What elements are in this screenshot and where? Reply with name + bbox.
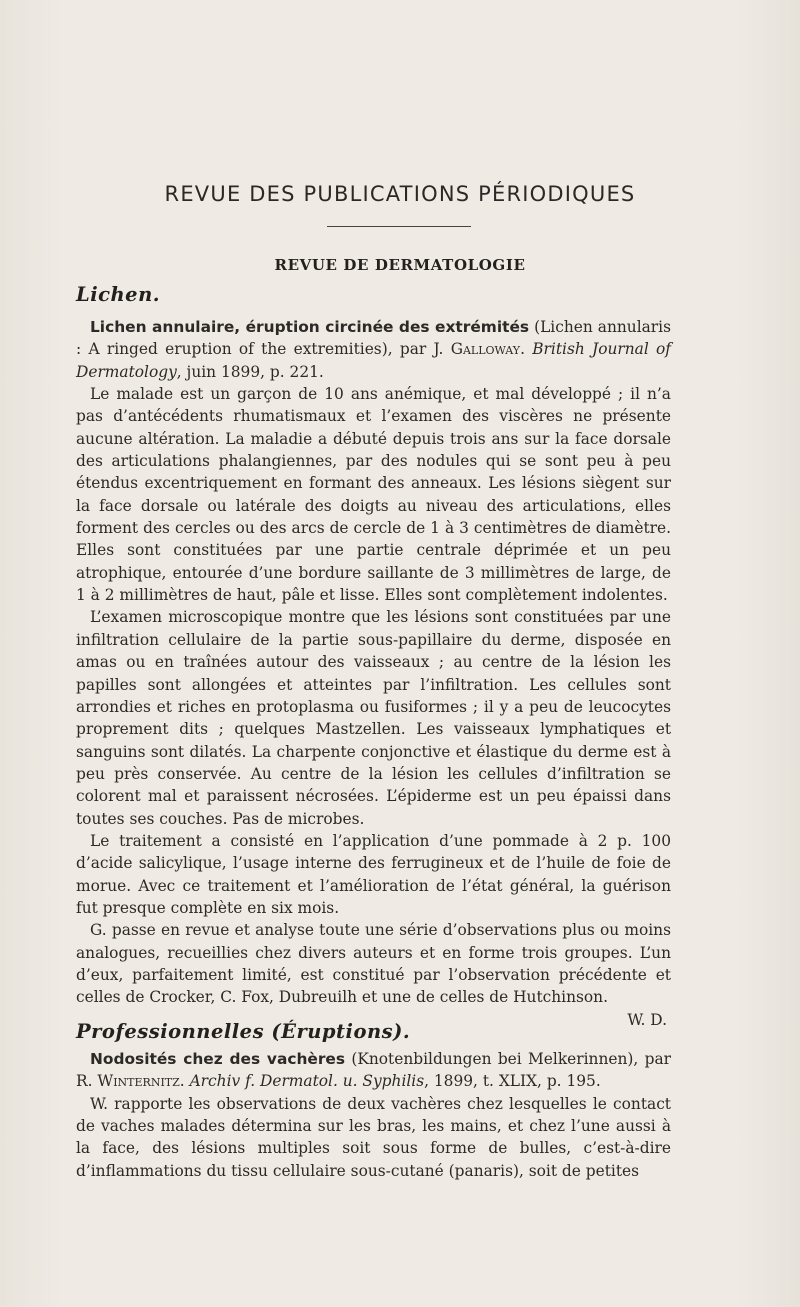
article-vacheres xyxy=(76,1048,671,1182)
article-lichen xyxy=(76,316,671,1031)
article-title: Lichen annulaire, éruption circinée des extrémités xyxy=(90,318,530,336)
article-journal: Archiv f. Dermatol. u. Syphilis xyxy=(189,1072,425,1091)
article-heading xyxy=(76,316,671,383)
paragraph: Le malade est un garçon de 10 ans anémique, et mal développé ; il n’a pas d’antécédents rhumatismaux et l’examen des viscères ne présente aucune altération. La maladie a débuté depuis trois ans sur la face dorsale des articulations phalangiennes, par des nodules qui se sont peu à peu étendus excentriquement en formant des anneaux. Les lésions siègent sur la face dorsale ou latérale des doigts au niveau des articulations, elles forment des cercles ou des arcs de cercle de 1 à 3 centimètres de diamètre. Elles sont constituées par une partie centrale déprimée et un peu atrophique, entourée d’une bordure saillante de 3 millimètres de large, de 1 à 2 millimètres de haut, pâle et lisse. Elles sont complètement indolentes. xyxy=(76,385,671,605)
article-original-title: (Lichen annularis : A ringed eruption of the extremities), par J. xyxy=(76,318,671,359)
article-author: Galloway xyxy=(450,340,521,359)
article-ref-details: , juin 1899, p. 221. xyxy=(176,362,324,381)
section-heading: REVUE DE DERMATOLOGIE xyxy=(274,256,526,274)
article-ref-details: , 1899, t. XLIX, p. 195. xyxy=(424,1072,601,1091)
paragraph: Le traitement a consisté en l’application d’une pommade à 2 p. 100 d’acide salicylique, l’usage interne des ferrugineux et de l’huile de foie de morue. Avec ce traitement et l’amélioration de l’état général, la guérison fut presque complète en six mois. xyxy=(76,831,671,917)
category-heading-professionnelles: Professionnelles (Éruptions). xyxy=(76,1020,411,1043)
article-title: Nodosités chez des vachères xyxy=(90,1050,346,1068)
ref-separator: . xyxy=(179,1072,190,1091)
page-title: REVUE DES PUBLICATIONS PÉRIODIQUES xyxy=(164,182,636,206)
ref-separator: . xyxy=(520,340,533,359)
signature: W. D. xyxy=(627,1010,667,1029)
category-heading-lichen: Lichen. xyxy=(76,283,161,306)
title-divider xyxy=(327,226,471,227)
article-original-title: (Knotenbildungen bei Melkerinnen), par R. xyxy=(76,1050,672,1091)
article-author: Winternitz xyxy=(97,1072,180,1091)
paragraph: L’examen microscopique montre que les lésions sont constituées par une infiltration cellulaire de la partie sous-papillaire du derme, disposée en amas ou en traînées autour des vaisseaux ; au centre de la lésion les papilles sont allongées et atteintes par l’infiltration. Les cellules sont arrondies et riches en protoplasma ou fusiformes ; il y a peu de leucocytes proprement dits ; quelques Mastzellen. Les vaisseaux lymphatiques et sanguins sont dilatés. La charpente conjonctive et élastique du derme est à peu près conservée. Au centre de la lésion les cellules d’infiltration se colorent mal et paraissent nécrosées. L’épiderme est un peu épaissi dans toutes ses couches. Pas de microbes. xyxy=(76,608,671,828)
paragraph: W. rapporte les observations de deux vachères chez lesquelles le contact de vaches malades détermina sur les bras, les mains, et chez l’une aussi à la face, des lésions multiples soit sous forme de bulles, c’est-à-dire d’inflammations du tissu cellulaire sous-cutané (panaris), soit de petites xyxy=(76,1094,671,1180)
article-heading xyxy=(76,1048,671,1093)
article-journal: British Journal of Dermatology xyxy=(76,340,671,381)
paragraph: G. passe en revue et analyse toute une série d’observations plus ou moins analogues, recueillies chez divers auteurs et en forme trois groupes. L’un d’eux, parfaitement limité, est constitué par l’observation précédente et celles de Crocker, C. Fox, Dubreuilh et une de celles de Hutchinson. xyxy=(76,921,671,1007)
